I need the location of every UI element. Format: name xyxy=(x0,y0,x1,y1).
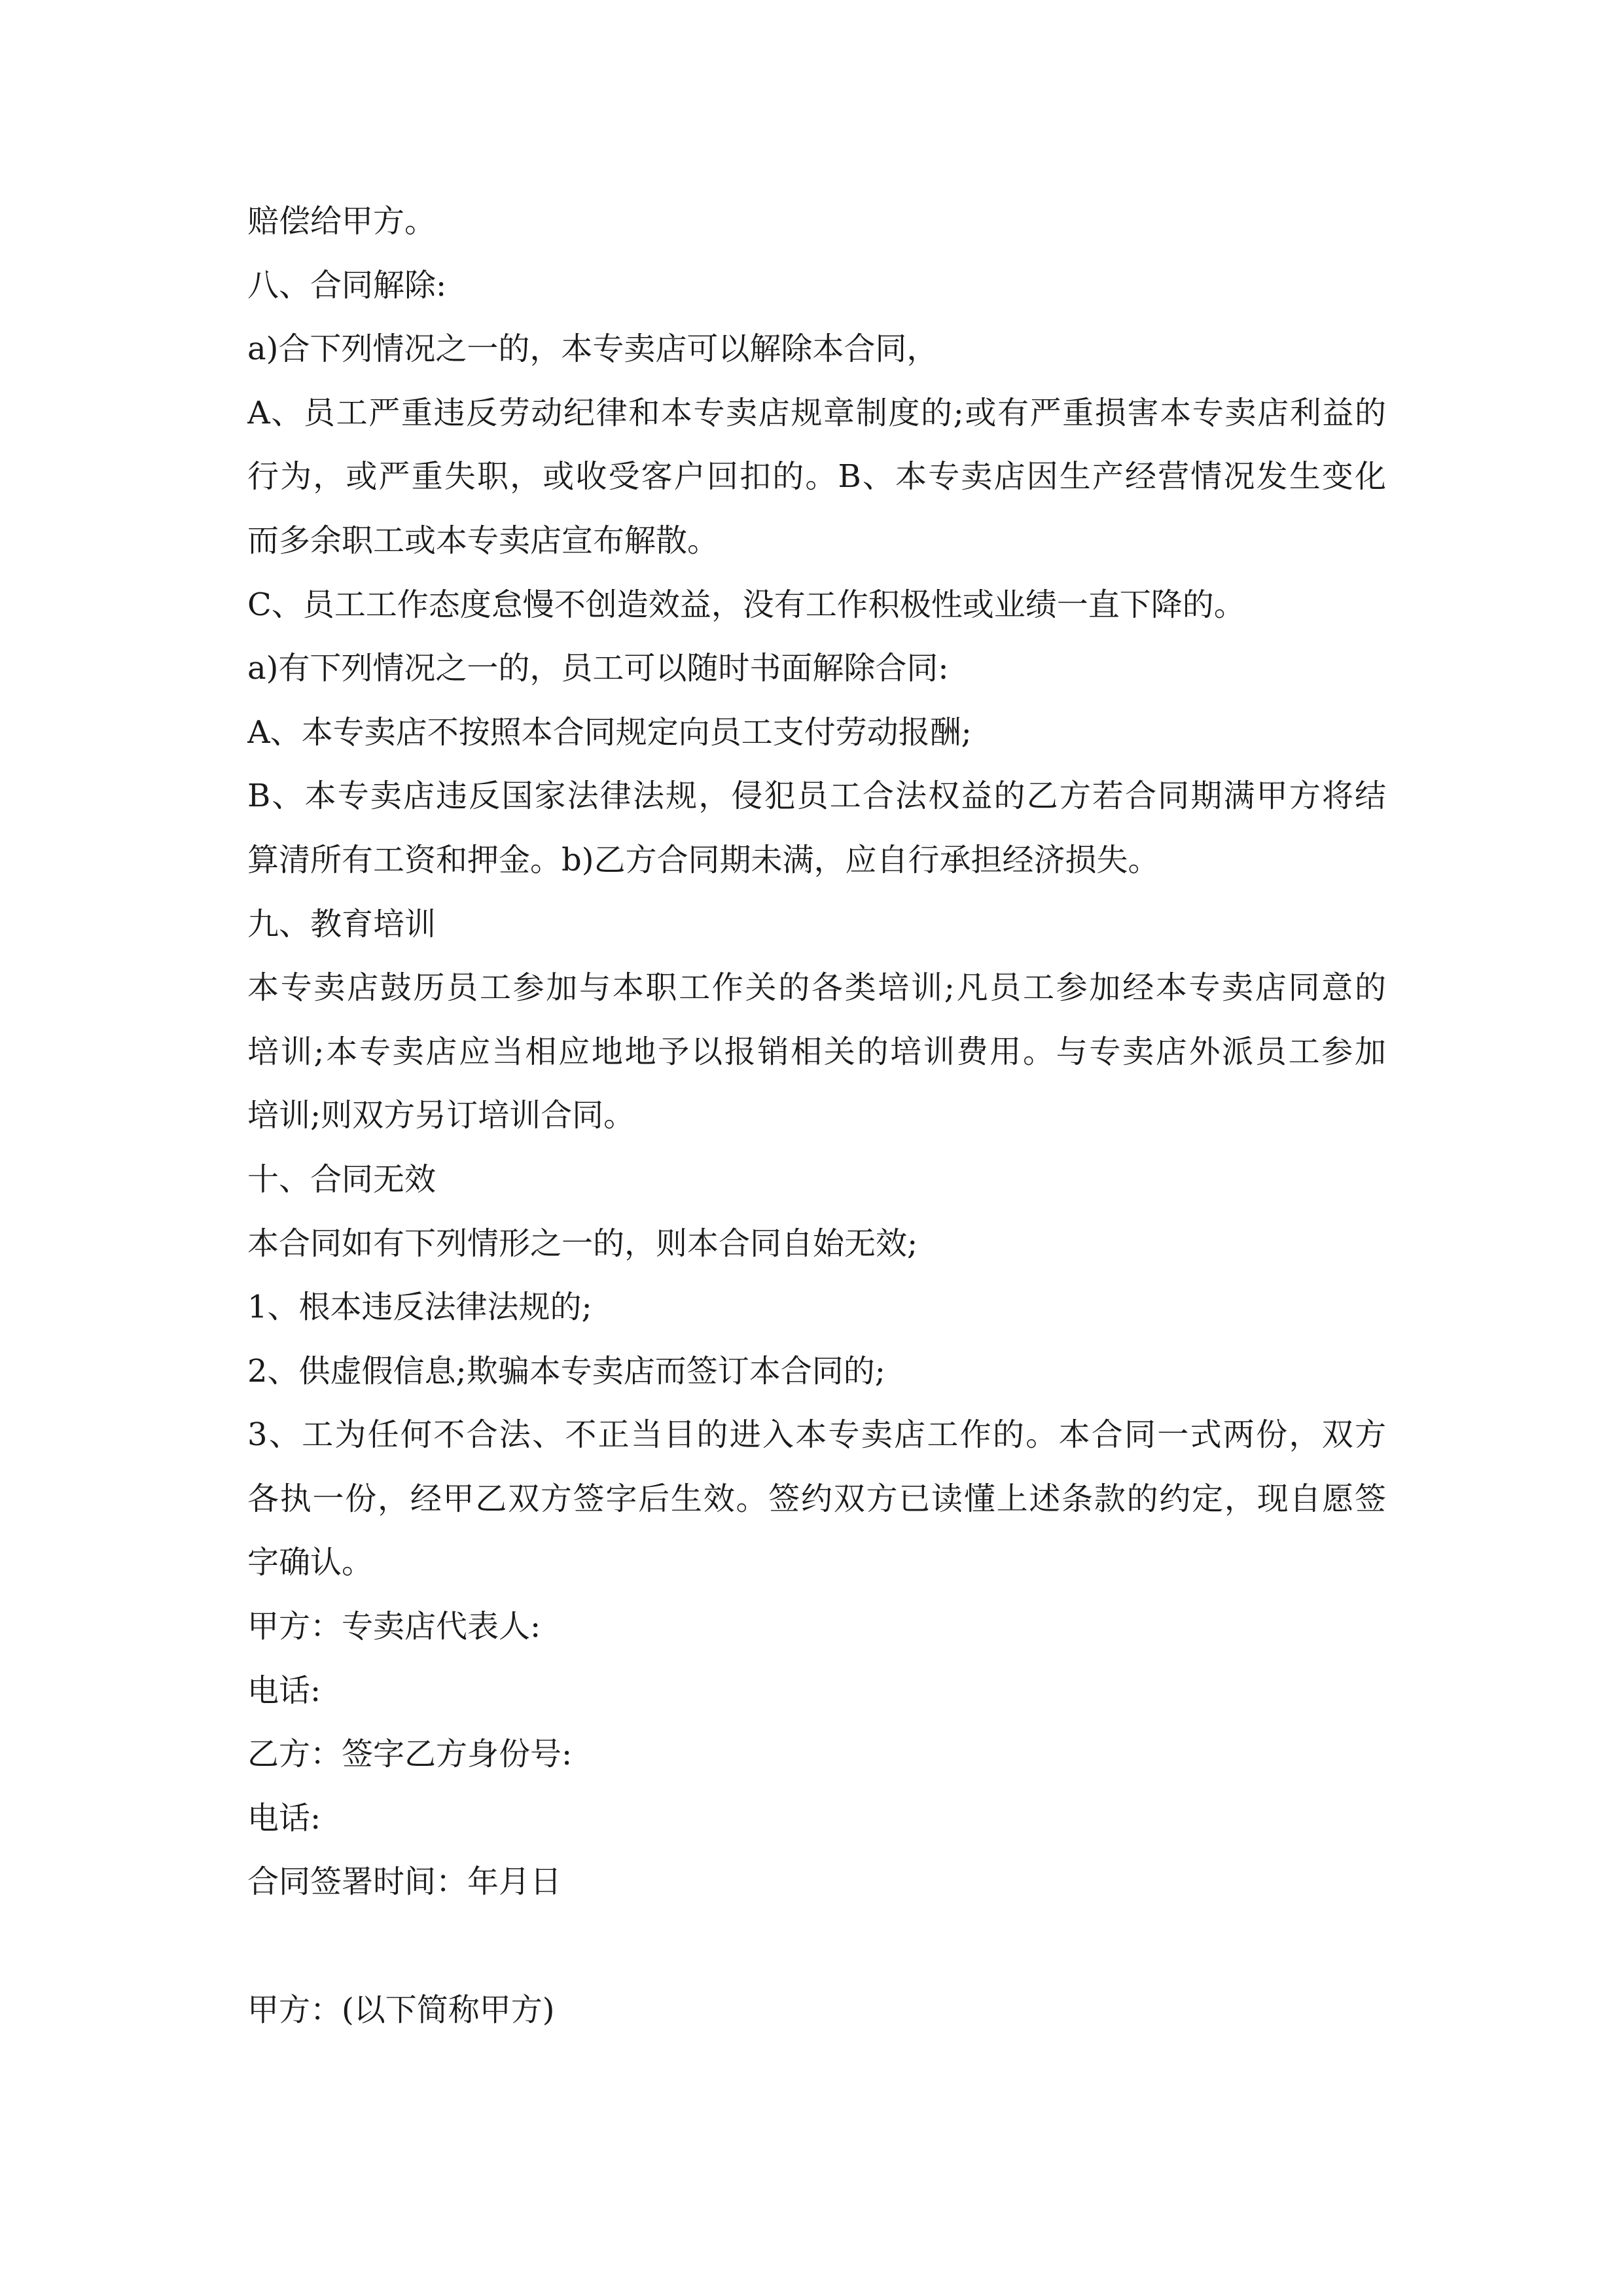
section-heading: 十、合同无效 xyxy=(247,1160,437,1198)
party-a-signature-line: 甲方：专卖店代表人: xyxy=(247,1608,541,1645)
text-line: 算清所有工资和押金。b)乙方合同期未满，应自行承担经济损失。 xyxy=(247,841,1160,878)
text-line: a)有下列情况之一的，员工可以随时书面解除合同: xyxy=(247,650,949,687)
text-line: a)合下列情况之一的，本专卖店可以解除本合同， xyxy=(247,331,938,368)
section-heading: 八、合同解除: xyxy=(247,266,447,304)
document-body xyxy=(247,190,1386,2042)
text-line: 培训;则双方另订培训合同。 xyxy=(247,1097,635,1134)
party-b-signature-line: 乙方：签字乙方身份号: xyxy=(247,1736,573,1773)
signing-date-line: 合同签署时间：年月日 xyxy=(247,1863,562,1901)
text-line: 字确认。 xyxy=(247,1544,374,1581)
list-item: 3、工为任何不合法、不正当目的进入本专卖店工作的。本合同一式两份，双方 xyxy=(247,1416,1386,1454)
list-item: 1、根本违反法律法规的; xyxy=(247,1289,592,1326)
text-line: 培训;本专卖店应当相应地地予以报销相关的培训费用。与专卖店外派员工参加 xyxy=(247,1033,1386,1070)
party-a-phone-line: 电话: xyxy=(247,1672,321,1709)
text-line: 本合同如有下列情形之一的，则本合同自始无效; xyxy=(247,1225,918,1262)
party-a-intro-line: 甲方：(以下简称甲方) xyxy=(247,1991,555,2028)
text-line: 行为，或严重失职，或收受客户回扣的。B、本专卖店因生产经营情况发生变化 xyxy=(247,458,1386,495)
section-heading: 九、教育培训 xyxy=(247,905,437,942)
text-line: A、本专卖店不按照本合同规定向员工支付劳动报酬; xyxy=(247,713,972,751)
blank-gap xyxy=(247,1914,1386,1979)
list-item: 2、供虚假信息;欺骗本专卖店而签订本合同的; xyxy=(247,1352,885,1390)
text-line: B、本专卖店违反国家法律法规，侵犯员工合法权益的乙方若合同期满甲方将结 xyxy=(247,778,1386,815)
party-b-phone-line: 电话: xyxy=(247,1799,321,1837)
text-line: C、员工工作态度怠慢不创造效益，没有工作积极性或业绩一直下降的。 xyxy=(247,586,1245,623)
text-line: 各执一份，经甲乙双方签字后生效。签约双方已读懂上述条款的约定，现自愿签 xyxy=(247,1480,1386,1517)
text-line: 而多余职工或本专卖店宣布解散。 xyxy=(247,522,719,559)
text-line: 本专卖店鼓历员工参加与本职工作关的各类培训;凡员工参加经本专卖店同意的 xyxy=(247,969,1386,1007)
text-line: A、员工严重违反劳动纪律和本专卖店规章制度的;或有严重损害本专卖店利益的 xyxy=(247,394,1386,431)
text-line: 赔偿给甲方。 xyxy=(247,203,437,240)
